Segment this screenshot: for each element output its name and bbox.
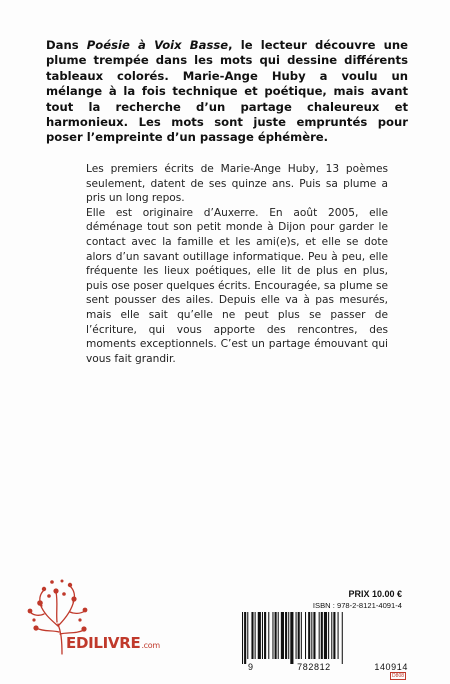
intro-paragraph [46,38,408,146]
product-code: D808 [392,673,404,679]
intro-post: , le lecteur découvre une plume trempée dans les mots qui dessine différents tableaux colorés. Marie-Ange Huby a voulu un mélange à la fois technique et poétique, mais avant tout la recherche d’un partage chaleureux et harmonieux. Les mots sont juste empruntés pour poser l’empreinte d’un passage éphémère. [46,38,408,145]
book-title: Poésie à Voix Basse [86,38,229,52]
bio-paragraph-2: Elle est originaire d’Auxerre. En août 2005, elle déménage tout son petit monde à Dijon pour garder le contact avec la famille et les ami(e)s, et elle se dote alors d’un savant outillage informatique. Peu à peu, elle fréquente les lieux poétiques, elle lit de plus en plus, puis ose poser quelques écrits. Encouragée, sa plume se sent pousser des ailes. Depuis elle va à pas mesurés, mais elle sait qu’elle ne peut plus se passer de l’écriture, qui vous apporte des rencontres, des moments exceptionnels. C’est un partage émouvant qui vous fait grandir. [86,206,388,365]
author-bio [86,162,388,366]
barcode-digits: 9 782812 140914 [248,662,408,672]
bio-paragraph-1: Les premiers écrits de Marie-Ange Huby, 13 poèmes seulement, datent de ses quinze ans. Puis sa plume a pris un long repos. [86,163,388,205]
price-label: PRIX 10.00 € [348,589,402,599]
publisher-name: EDILIVRE.com [66,634,160,652]
barcode-icon [240,612,406,664]
isbn-label: ISBN : 978-2-8121-4091-4 [312,601,402,610]
intro-pre: Dans [46,38,87,52]
